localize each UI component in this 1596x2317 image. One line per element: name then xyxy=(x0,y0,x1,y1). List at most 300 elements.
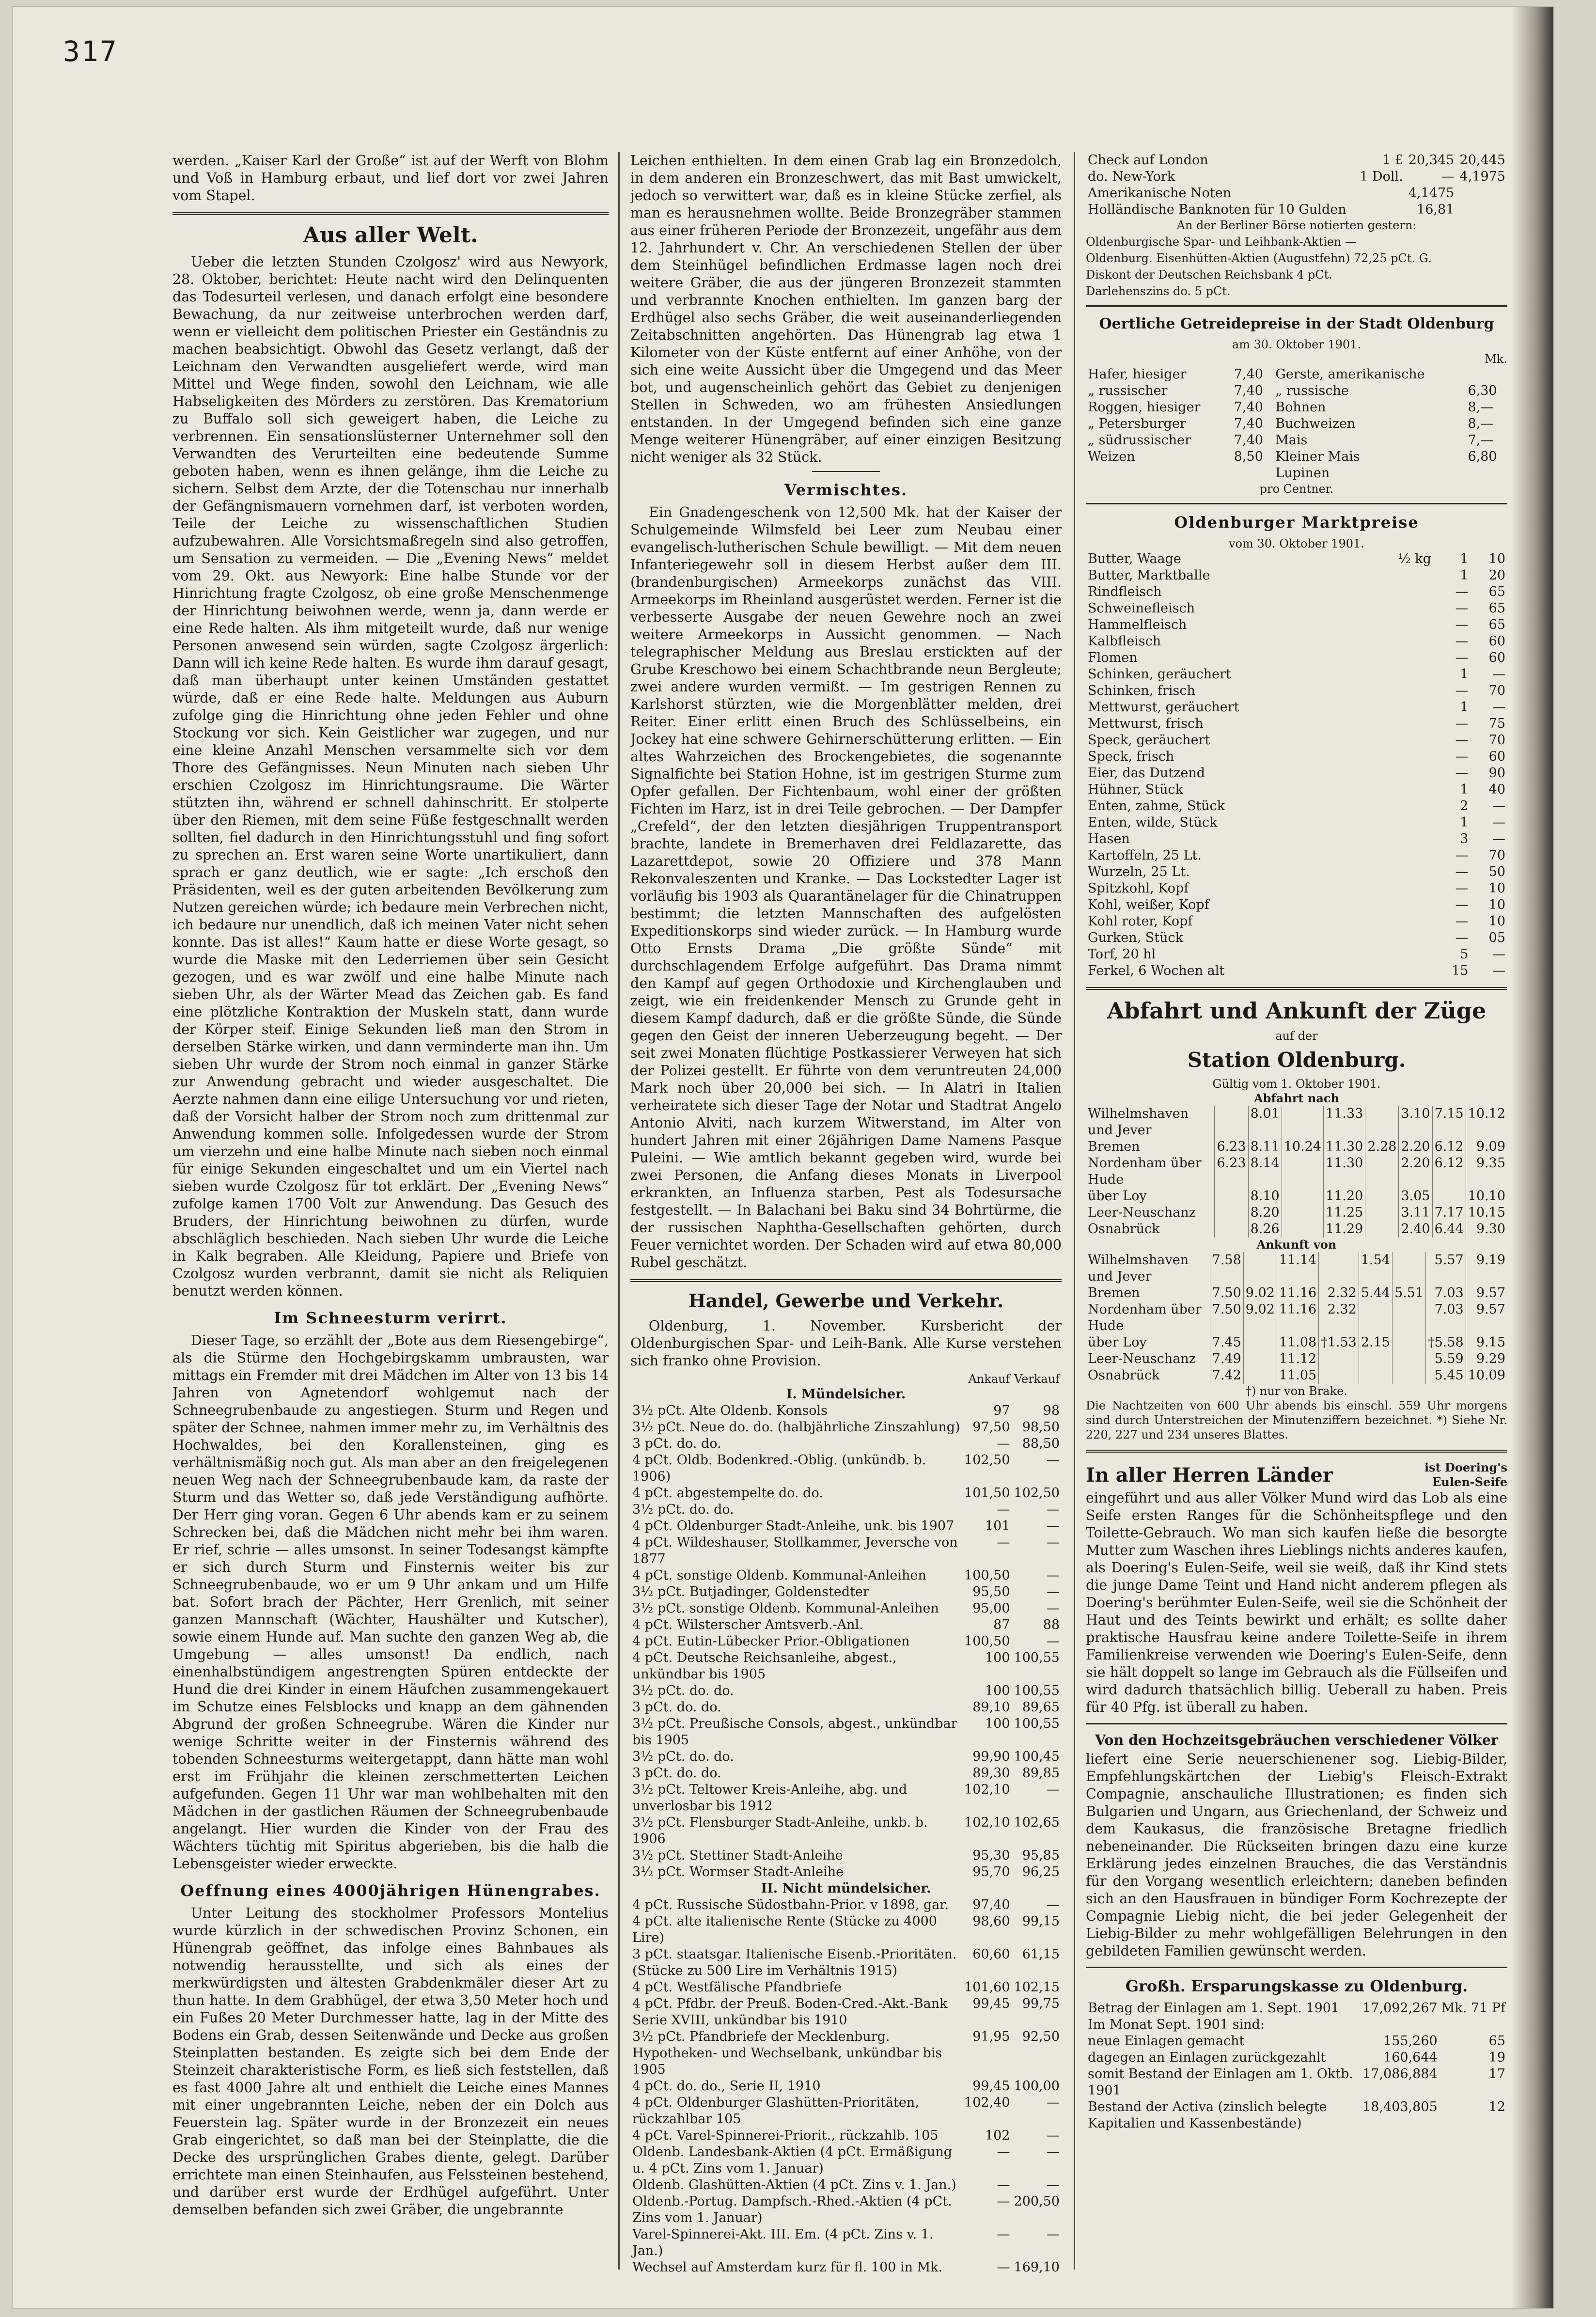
security-row-cell: 99,45 xyxy=(972,1996,1010,2011)
market-row-cell: 1 xyxy=(1460,667,1469,682)
security-row-cell: 4 pCt. Eutin-Lübecker Prior.-Obligationen xyxy=(632,1634,910,1649)
market-row-cell: Enten, zahme, Stück xyxy=(1088,798,1225,814)
market-row-cell: Butter, Marktballe xyxy=(1088,568,1210,583)
departure-row-cell xyxy=(1215,1221,1248,1237)
market-row-cell: — xyxy=(1455,930,1469,945)
market-row-cell: Enten, wilde, Stück xyxy=(1088,815,1218,830)
market-row-cell: 90 xyxy=(1488,766,1505,781)
arrival-row-cell xyxy=(1243,1367,1277,1384)
security-row-cell: 4 pCt. Deutsche Reichsanleihe, abgest., unkündbar bis 1905 xyxy=(632,1650,897,1682)
market-row-cell: — xyxy=(1492,667,1505,682)
market-row-cell xyxy=(1366,798,1433,814)
market-row xyxy=(1086,930,1507,946)
security-row-cell: 4 pCt. do. do., Serie II, 1910 xyxy=(632,2079,821,2094)
market-row-cell: Kohl roter, Kopf xyxy=(1088,914,1193,929)
exchange-table xyxy=(1086,152,1507,218)
departure-row-cell: 8.01 xyxy=(1248,1106,1282,1139)
security-row xyxy=(630,1897,1062,1913)
security-row-cell: 3½ pCt. Flensburger Stadt-Anleihe, unkb. b. 1906 xyxy=(632,1815,928,1847)
savings-row-cell: Im Monat Sept. 1901 sind: xyxy=(1088,2017,1265,2032)
security-row xyxy=(630,2177,1062,2193)
market-row-cell: 1 xyxy=(1460,568,1469,583)
security-row xyxy=(630,1683,1062,1699)
train-title: Abfahrt und Ankunft der Züge xyxy=(1107,998,1486,1024)
security-row-cell: 100 xyxy=(985,1716,1010,1731)
security-row-cell: 4 pCt. Pfdbr. der Preuß. Boden-Cred.-Akt.-Bank Serie XVIII, unkündbar bis 1910 xyxy=(632,1996,948,2028)
security-row-cell: 3½ pCt. do. do. xyxy=(632,1749,734,1764)
article-huenengrab: Unter Leitung des stockholmer Professors Montelius wurde kürzlich in der schwedischen Provinz Schonen, ein Hünengrab geöffnet, das infolge eines Bahnbaues als notwendig herausstellte, und sich als eines der merkwürdigsten und ältesten Grabdenkmäler dieser Art zu thun hatte. In dem Grabhügel, der etwa 3,50 Meter hoch und ein Fußes 20 Meter Durchmesser hatte, lag in der Mitte des Bodens ein Grab, dessen Seitenwände und Decke aus großen Steinplatten bestanden. Es zeigte sich bei dem Ende der Steinzeit charakteristische Form, es ließ sich feststellen, daß es fast 4000 Jahre alt und enthielt die Leiche eines Mannes mit einer ungebrannten Leiche, neben der ein Dolch aus Feuerstein lag. Später wurde in der Bronzezeit ein neues Grab eingerichtet, so daß man bei der Steinplatte, die die Decke des ursprünglichen Grabes diente, gelegt. Darüber errichtete man einen Steinhaufen, aus Felssteinen bestehend, und darüber erst wurde der Erdhügel aufgeführt. Unter demselben befanden sich zwei Gräber, die ungebrannte xyxy=(172,1905,609,2218)
article-huenengrab-cont: Leichen enthielten. In dem einen Grab lag ein Bronzedolch, in dem anderen ein Bronzeschwert, das mit Bast umwickelt, jedoch so verwittert war, daß es in kleine Stücke zerfiel, als man es herausnehmen wollte. Beide Bronzegräber stammen aus einer früheren Periode der Bronzezeit, ungefähr aus dem 12. Jahrhundert v. Chr. An verschiedenen Stellen der über dem Steinhügel befindlichen Erdmasse lagen noch drei weitere Gräber, die aus der jüngeren Bronzezeit stammten und verbrannte Knochen enthielten. Im ganzen barg der Erdhügel also sechs Gräber, die weit auseinanderliegenden Zeitabschnitten angehörten. Das Hünengrab lag etwa 1 Kilometer von der Küste entfernt auf einer Anhöhe, von der sich eine weite Aussicht über die Umgegend und das Meer bot, und augenscheinlich gehört das Gebiet zu denjenigen Stellen in Schweden, wo am frühesten Ansiedlungen entstanden. In der Umgegend befinden sich eine ganze Menge weiterer Hünengräber, auf einer einzigen Besitzung nicht weniger als 32 Stück. xyxy=(630,153,1062,465)
market-row xyxy=(1086,913,1507,930)
grain-row-cell: 8,— xyxy=(1468,400,1494,415)
arrival-row-cell xyxy=(1319,1367,1359,1384)
savings-row xyxy=(1086,2099,1507,2132)
security-row xyxy=(630,1502,1062,1518)
security-row xyxy=(630,1716,1062,1749)
market-row-cell: 1 xyxy=(1460,782,1469,797)
security-row xyxy=(630,1485,1062,1502)
security-row-cell: 3½ pCt. Neue do. do. (halbjährliche Zinszahlung) xyxy=(632,1420,960,1435)
arrival-row-cell: 11.16 xyxy=(1277,1301,1318,1334)
arrival-row xyxy=(1086,1351,1507,1367)
train-valid: Gültig vom 1. Oktober 1901. xyxy=(1212,1077,1381,1091)
train-sub: auf der xyxy=(1275,1029,1318,1043)
security-row-cell: — xyxy=(997,1502,1010,1517)
exchange-row-cell: 16,81 xyxy=(1417,202,1455,217)
security-row-cell: 95,30 xyxy=(972,1848,1010,1863)
departure-row-cell: 10.12 xyxy=(1466,1106,1507,1139)
security-row xyxy=(630,1946,1062,1979)
exchange-row-cell: 1 Doll. xyxy=(1360,169,1403,184)
grain-date: am 30. Oktober 1901. xyxy=(1232,338,1361,351)
arrival-row-cell xyxy=(1392,1367,1425,1384)
market-report-intro: Oldenburg, 1. November. Kursbericht der Oldenburgischen Spar- und Leih-Bank. Alle Kurse verstehen sich franko ohne Provision. xyxy=(630,1318,1062,1369)
security-row xyxy=(630,1600,1062,1617)
grain-row-cell: 7,40 xyxy=(1234,400,1263,415)
arrival-row xyxy=(1086,1367,1507,1384)
grain-row-cell xyxy=(1232,465,1274,482)
security-row xyxy=(630,1518,1062,1534)
security-row-cell: 102,65 xyxy=(1014,1815,1060,1830)
security-row-cell: 97,40 xyxy=(972,1897,1010,1912)
arrival-row-cell: 9.15 xyxy=(1466,1334,1507,1351)
security-row-cell: — xyxy=(997,1535,1010,1550)
train-note: Die Nachtzeiten von 600 Uhr abends bis einschl. 559 Uhr morgens sind durch Unterstreichen der Minutenziffern bezeichnet. *) Siehe Nr. 220, 227 und 234 unseres Blattes. xyxy=(1086,1399,1507,1441)
security-row-cell: 4 pCt. Wilsterscher Amtsverb.-Anl. xyxy=(632,1617,863,1632)
security-row-cell: 4 pCt. sonstige Oldenb. Kommunal-Anleihen xyxy=(632,1568,926,1583)
arrival-row-cell xyxy=(1243,1334,1277,1351)
grain-row-cell: Buchweizen xyxy=(1275,416,1356,431)
grain-row-cell: Bohnen xyxy=(1275,400,1326,415)
security-row-cell: — xyxy=(1047,1453,1060,1468)
market-row-cell: 1 xyxy=(1460,700,1469,715)
grain-row-cell: 7,40 xyxy=(1234,383,1263,398)
exchange-row-cell xyxy=(1356,202,1405,218)
departure-row-cell: über Loy xyxy=(1088,1189,1147,1204)
ad-header xyxy=(1086,1460,1507,1489)
security-row-cell: 91,95 xyxy=(972,2029,1010,2044)
market-row-cell xyxy=(1366,749,1433,765)
security-row xyxy=(630,1979,1062,1996)
grain-row-cell xyxy=(1466,366,1507,383)
market-date: vom 30. Oktober 1901. xyxy=(1229,537,1364,550)
exchange-row xyxy=(1086,202,1507,218)
exchange-row-cell: Amerikanische Noten xyxy=(1088,186,1232,201)
market-row-cell: Kartoffeln, 25 Lt. xyxy=(1088,848,1202,863)
group-heading: II. Nicht mündelsicher. xyxy=(761,1881,931,1896)
market-row-cell: — xyxy=(1455,634,1469,649)
column-rule xyxy=(1074,152,1075,2270)
security-row-cell: 4 pCt. Oldenburger Stadt-Anleihe, unk. bis 1907 xyxy=(632,1519,954,1534)
security-row-cell: 3½ pCt. sonstige Oldenb. Kommunal-Anleihen xyxy=(632,1601,939,1616)
grain-row xyxy=(1086,465,1507,482)
market-row-cell: 5 xyxy=(1460,947,1469,962)
market-row-cell xyxy=(1366,963,1433,979)
market-row-cell: Wurzeln, 25 Lt. xyxy=(1088,864,1190,879)
market-row xyxy=(1086,699,1507,716)
arrival-row-cell: 5.45 xyxy=(1426,1367,1466,1384)
arrival-row xyxy=(1086,1334,1507,1351)
security-row-cell: 3½ pCt. Teltower Kreis-Anleihe, abg. und unverlosbar bis 1912 xyxy=(632,1782,908,1814)
arrival-row xyxy=(1086,1285,1507,1301)
departure-row-cell: 7.17 xyxy=(1432,1205,1466,1221)
column-header: Verkauf xyxy=(1014,1372,1060,1386)
security-row-cell: 98,60 xyxy=(972,1914,1010,1929)
security-row-cell: 100 xyxy=(985,1650,1010,1665)
grain-note: pro Centner. xyxy=(1259,482,1334,496)
departure-row-cell: 10.15 xyxy=(1466,1205,1507,1221)
market-row-cell: 3 xyxy=(1460,831,1469,846)
market-row-cell: 15 xyxy=(1452,963,1469,978)
market-row-cell xyxy=(1366,897,1433,913)
security-row xyxy=(630,1534,1062,1567)
grain-row-cell: 7,40 xyxy=(1234,367,1263,382)
ad-title: In aller Herren Länder xyxy=(1086,1463,1333,1487)
security-row-cell: 95,85 xyxy=(1022,1848,1060,1863)
market-row-cell: — xyxy=(1455,683,1469,698)
security-row-cell: 3½ pCt. Stettiner Stadt-Anleihe xyxy=(632,1848,843,1863)
savings-row-cell: somit Bestand der Einlagen am 1. Oktb. 1901 xyxy=(1088,2067,1353,2098)
security-row-cell: 99,15 xyxy=(1022,1914,1060,1929)
market-row xyxy=(1086,765,1507,782)
security-row-cell: — xyxy=(997,2177,1010,2192)
divider xyxy=(1086,1723,1507,1724)
departure-label: Abfahrt nach xyxy=(1254,1091,1339,1105)
market-row-cell xyxy=(1366,600,1433,617)
grain-row-cell: Gerste, amerikanische xyxy=(1275,367,1425,382)
grain-row xyxy=(1086,416,1507,432)
market-row-cell: Flomen xyxy=(1088,650,1138,665)
security-row-cell: 169,10 xyxy=(1014,2260,1060,2275)
arrival-row-cell: 9.57 xyxy=(1466,1301,1507,1334)
savings-row-cell: Bestand der Activa (zinslich belegte Kapitalien und Kassenbestände) xyxy=(1088,2099,1327,2131)
arrival-row-cell: 5.59 xyxy=(1426,1351,1466,1367)
exchange-row xyxy=(1086,185,1507,202)
market-row xyxy=(1086,831,1507,847)
arrival-row-cell: 11.14 xyxy=(1277,1252,1318,1285)
arrival-row-cell xyxy=(1359,1301,1392,1334)
security-row xyxy=(630,1584,1062,1600)
security-row-cell: 3 pCt. do. do. xyxy=(632,1436,721,1451)
market-row xyxy=(1086,716,1507,732)
departure-row-cell: 2.20 xyxy=(1399,1139,1432,1155)
security-row-cell: 89,10 xyxy=(972,1700,1010,1715)
market-row-cell xyxy=(1366,633,1433,650)
market-row-cell: — xyxy=(1455,864,1469,879)
departure-row-cell xyxy=(1282,1188,1323,1205)
arrival-row-cell xyxy=(1359,1367,1392,1384)
security-row-cell: 200,50 xyxy=(1014,2194,1060,2209)
grain-row-cell: Weizen xyxy=(1088,449,1135,464)
departure-row-cell: Bremen xyxy=(1088,1139,1140,1154)
savings-row-cell: 19 xyxy=(1488,2050,1505,2065)
arrival-row-cell: 11.16 xyxy=(1277,1285,1318,1301)
security-row-cell: 98,50 xyxy=(1022,1420,1060,1435)
market-row xyxy=(1086,650,1507,666)
departure-row-cell xyxy=(1365,1106,1399,1139)
section-title: Handel, Gewerbe und Verkehr. xyxy=(688,1290,1004,1312)
arrival-row-cell: 2.32 xyxy=(1319,1301,1359,1334)
market-row-cell: 75 xyxy=(1488,716,1505,731)
departure-row-cell xyxy=(1282,1155,1323,1188)
grain-row xyxy=(1086,432,1507,449)
security-row-cell: — xyxy=(1047,1601,1060,1616)
grain-row-cell: 7,40 xyxy=(1234,433,1263,448)
security-row xyxy=(630,2259,1062,2276)
security-row-cell: — xyxy=(1047,1568,1060,1583)
exchange-row-cell: 4,1475 xyxy=(1408,186,1455,201)
security-row-cell: 97 xyxy=(993,1403,1010,1418)
market-row-cell: — xyxy=(1455,733,1469,748)
security-row-cell: 92,50 xyxy=(1022,2029,1060,2044)
arrival-row-cell: 2.32 xyxy=(1319,1285,1359,1301)
security-row-cell: 100,50 xyxy=(964,1634,1010,1649)
exchange-row-cell: 1 £ xyxy=(1382,153,1403,168)
market-row-cell: 70 xyxy=(1488,683,1505,698)
departure-row-cell xyxy=(1215,1188,1248,1205)
security-row-cell: 3½ pCt. Pfandbriefe der Mecklenburg. Hypotheken- und Wechselbank, unkündbar bis 1905 xyxy=(632,2029,942,2077)
market-row-cell xyxy=(1366,732,1433,749)
departure-row xyxy=(1086,1188,1507,1205)
divider xyxy=(630,1279,1062,1282)
market-row-cell: — xyxy=(1492,700,1505,715)
arrival-row-cell: Wilhelmshaven und Jever xyxy=(1088,1252,1189,1284)
market-row-cell: 65 xyxy=(1488,584,1505,599)
market-row-cell: — xyxy=(1455,617,1469,632)
continued-paragraph: werden. „Kaiser Karl der Große“ ist auf der Werft von Blohm und Voß in Hamburg erbaut, und lief dort vor zwei Jahren vom Stapel. xyxy=(172,153,609,204)
grain-unit: Mk. xyxy=(1485,352,1507,366)
departure-row-cell xyxy=(1365,1221,1399,1237)
security-row-cell: — xyxy=(997,2145,1010,2160)
security-row-cell: 61,15 xyxy=(1022,1947,1060,1962)
departure-row-cell: 8.26 xyxy=(1248,1221,1282,1237)
departure-row-cell xyxy=(1432,1188,1466,1205)
security-row-cell: 3½ pCt. Butjadinger, Goldenstedter xyxy=(632,1584,869,1599)
departure-row-cell: Wilhelmshaven und Jever xyxy=(1088,1106,1189,1138)
arrival-row-cell: 2.15 xyxy=(1359,1334,1392,1351)
market-row-cell: 10 xyxy=(1488,914,1505,929)
arrival-row-cell: 11.08 xyxy=(1277,1334,1318,1351)
security-row xyxy=(630,2144,1062,2177)
market-row-cell: — xyxy=(1455,584,1469,599)
security-row-cell: 102,10 xyxy=(964,1782,1010,1797)
market-row-cell xyxy=(1366,699,1433,716)
exchange-row-cell xyxy=(1456,185,1507,202)
market-row xyxy=(1086,551,1507,567)
exchange-row-cell: 4,1975 xyxy=(1459,169,1505,184)
grain-row xyxy=(1086,399,1507,416)
arrival-row-cell: 11.12 xyxy=(1277,1351,1318,1367)
security-row-cell: 4 pCt. abgestempelte do. do. xyxy=(632,1486,823,1501)
market-row-cell: 10 xyxy=(1488,551,1505,566)
market-row xyxy=(1086,880,1507,897)
market-row xyxy=(1086,749,1507,765)
market-row-cell xyxy=(1366,814,1433,831)
arrival-row-cell: 5.44 xyxy=(1359,1285,1392,1301)
market-row xyxy=(1086,864,1507,880)
security-row xyxy=(630,1617,1062,1633)
divider xyxy=(1086,503,1507,504)
arrival-row-cell: 11.05 xyxy=(1277,1367,1318,1384)
market-row-cell: 65 xyxy=(1488,601,1505,616)
train-station: Station Oldenburg. xyxy=(1187,1048,1406,1072)
article-schneesturm: Dieser Tage, so erzählt der „Bote aus dem Riesengebirge“, als die Stürme den Hochgebirgskamm umbrausten, war mittags ein Fremder mit drei Mädchen im Alter von 13 bis 14 Jahren von Agnetendorf wohlgemut nach der Schneegrubenbaude zu angestiegen. Sturm und Regen und später der Schnee, nahmen immer mehr zu, im Verhältnis des Hochwaldes, bei den Korallensteinen, ging es verhältnismäßig noch gut. Als man aber an den freigelegenen neuen Weg nach der Schneegrubenbaude kam, da raste der Sturm und das Wetter so, daß jede Verständigung aufhörte. Der Herr ging voran. Gegen 6 Uhr abends kam er zu seinem Schrecken bei, daß die Mädchen nicht mehr bei ihm waren. Er rief, schrie — alles umsonst. In seiner Todesangst kämpfte er sich durch Sturm und Finsternis weiter bis zur Schneegrubenbaude, wo er um 9 Uhr ankam und um Hilfe bat. Sofort brach der Pächter, Herr Grenlich, mit seiner ganzen Mannschaft (Wächter, Haushälter und Kutscher), sowie einem Hunde auf. Man suchte den ganzen Weg ab, die Umgebung — alles umsonst! Da endlich, nach einenhalbstündigem angestrengten Spüren entdeckte der Hund die drei Kinder in einem Häufchen zusammengekauert im Schutze eines Felsblocks und knapp an dem gähnenden Abgrund der großen Schneegrube. Wären die Kinder nur wenige Schritte weiter in der Finsternis während des tobenden Schneesturms weitergetappt, dann hätte man wohl erst im Frühjahr die kleinen zerschmetterten Leichen aufgefunden. Gegen 11 Uhr war man wohlbehalten mit den Mädchen in der gastlichen Räumen der Schneegrubenbaude angelangt. Hier wurden die Kinder von der Frau des Wächters tüchtig mit Spiritus abgerieben, bis die halb die Lebensgeister wieder erweckte. xyxy=(172,1332,609,1872)
security-row-cell: 100,55 xyxy=(1014,1683,1060,1698)
grain-row-cell: „ südrussischer xyxy=(1088,433,1191,448)
security-row-cell: 4 pCt. Russische Südostbahn-Prior. v 1898, gar. xyxy=(632,1897,949,1912)
security-row-cell: 3½ pCt. Alte Oldenb. Konsols xyxy=(632,1403,828,1418)
market-row-cell: 20 xyxy=(1488,568,1505,583)
arrival-row-cell: †5.58 xyxy=(1426,1334,1466,1351)
security-row xyxy=(630,1913,1062,1946)
security-row-cell: 100,50 xyxy=(964,1568,1010,1583)
security-row xyxy=(630,1436,1062,1452)
security-row xyxy=(630,1699,1062,1716)
security-row-cell: 4 pCt. Oldb. Bodenkred.-Oblig. (unkündb. b. 1906) xyxy=(632,1453,926,1484)
arrival-row-cell: 9.19 xyxy=(1466,1252,1507,1285)
market-row xyxy=(1086,567,1507,584)
exchange-row-cell: 20,445 xyxy=(1459,153,1505,168)
exchange-row-cell: 20,345 xyxy=(1408,153,1455,168)
market-row-cell xyxy=(1366,765,1433,782)
security-row-cell: Oldenb. Landesbank-Aktien (4 pCt. Ermäßigung u. 4 pCt. Zins vom 1. Januar) xyxy=(632,2145,953,2176)
security-row-cell: 60,60 xyxy=(972,1947,1010,1962)
security-row-cell: Varel-Spinnerei-Akt. III. Em. (4 pCt. Zins v. 1. Jan.) xyxy=(632,2227,934,2258)
departure-row-cell xyxy=(1215,1106,1248,1139)
security-row-cell: — xyxy=(997,1436,1010,1451)
exchange-note: Darlehenszins do. 5 pCt. xyxy=(1086,284,1231,298)
exchange-note: Oldenburgische Spar- und Leihbank-Aktien — xyxy=(1086,235,1357,249)
security-row-cell: 4 pCt. Oldenburger Glashütten-Prioritäten, rückzahlbar 105 xyxy=(632,2095,919,2127)
arrival-row-cell: 9.57 xyxy=(1466,1285,1507,1301)
arrival-row-cell xyxy=(1319,1252,1359,1285)
security-row-cell: — xyxy=(1047,1782,1060,1797)
security-row-cell: — xyxy=(997,2194,1010,2209)
departure-row-cell: 2.20 xyxy=(1399,1155,1432,1188)
grain-row-cell: „ Petersburger xyxy=(1088,416,1186,431)
departure-table xyxy=(1086,1106,1507,1237)
arrival-table xyxy=(1086,1252,1507,1384)
security-row-cell: — xyxy=(1047,1502,1060,1517)
liebig-text: liefert eine Serie neuerschienener sog. Liebig-Bilder, Empfehlungskärtchen der Liebig's Fleisch-Extrakt Compagnie, anschauliche Illustrationen; es finden sich Bulgarien und Ungarn, aus Griechenland, der Schweiz und dem Kaukasus, die französische Bretagne friedlich nebeneinander. Die Rückseiten bringen dazu eine kurze Erklärung jedes einzelnen Brauches, die das Verständnis für den Vorgang wesentlich erleichtern; daneben befinden sich an den Hausfrauen in bündiger Form Kochrezepte der Compagnie Liebig nicht, die bei jeder Gelegenheit der Liebig-Bilder zu mehr wohlgefälligen Belehrungen in den gebildeten Familien gewünscht werden. xyxy=(1086,1751,1507,1959)
market-row-cell xyxy=(1366,650,1433,666)
departure-row-cell: 2.28 xyxy=(1365,1139,1399,1155)
security-row-cell: 102,15 xyxy=(1014,1980,1060,1995)
market-row-cell: — xyxy=(1455,601,1469,616)
grain-row-cell xyxy=(1086,465,1232,482)
savings-row xyxy=(1086,2050,1507,2066)
market-row-cell: — xyxy=(1492,947,1505,962)
arrival-row-cell: 9.29 xyxy=(1466,1351,1507,1367)
market-row-cell xyxy=(1366,716,1433,732)
market-row-cell: — xyxy=(1455,897,1469,912)
market-row-cell: Schinken, frisch xyxy=(1088,683,1195,698)
security-row-cell: 100,55 xyxy=(1014,1716,1060,1731)
market-row xyxy=(1086,946,1507,963)
market-row-cell: Schinken, geräuchert xyxy=(1088,667,1231,682)
savings-row-cell: 155,260 xyxy=(1383,2034,1438,2049)
savings-row xyxy=(1086,2000,1507,2017)
security-row-cell: 3½ pCt. Preußische Consols, abgest., unkündbar bis 1905 xyxy=(632,1716,957,1748)
article-heading: Oeffnung eines 4000jährigen Hünengrabes. xyxy=(180,1881,601,1900)
security-row-cell: 100,00 xyxy=(1014,2079,1060,2094)
market-row-cell: — xyxy=(1455,881,1469,896)
grain-row-cell: Mais xyxy=(1275,433,1308,448)
security-row-cell: 100,55 xyxy=(1014,1650,1060,1665)
market-row-cell: 70 xyxy=(1488,848,1505,863)
market-row-cell: Hasen xyxy=(1088,831,1130,846)
grain-row xyxy=(1086,449,1507,465)
article-vermischtes: Ein Gnadengeschenk von 12,500 Mk. hat der Kaiser der Schulgemeinde Wilmsfeld bei Leer zum Neubau einer evangelisch-lutherischen Schule bewilligt. — Mit dem neuen Infanteriegewehr soll in diesem Herbst außer dem III. (brandenburgischen) Armeekorps zunächst das VIII. Armeekorps im Rheinland ausgerüstet werden. Ferner ist die verbesserte Ausgabe der neuen Gewehre noch an zwei weitere Armeekorps in Aussicht genommen. — Nach telegraphischer Meldung aus Breslau erstickten auf der Grube Kreschowo bei einem Schachtbrande neun Bergleute; zwei andere wurden vermißt. — Im gestrigen Rennen zu Karlshorst stürzten, wie die Morgenblätter melden, drei Reiter. Einer erlitt einen Bruch des Schlüsselbeins, ein Jockey hat eine schwere Gehirnerschütterung erlitten. — Ein altes Wahrzeichen des Brockengebietes, die sogenannte Signalfichte bei Station Hohne, ist im gestrigen Sturme zum Opfer gefallen. Der Fichtenbaum, wohl einer der größten Fichten im Harz, ist in drei Teile gebrochen. — Der Dampfer „Crefeld“, der den letzten diesjährigen Truppentransport brachte, landete in Bremerhaven drei Feldlazarette, das Lazarettdepot, sowie 20 Offiziere und 378 Mann Rekonvaleszenten und Kranke. — Das Lockstedter Lager ist vorläufig bis 1903 als Quarantänelager für die Chinatruppen bestimmt; die letzten Mannschaften des aufgelösten Expeditionskorps sind wieder zurück. — In Hamburg wurde Otto Ernsts Drama „Die größte Sünde“ mit durchschlagendem Erfolge aufgeführt. Das Drama nimmt den Kampf auf gegen Orthodoxie und Kirchenglauben und zeigt, wie ein freidenkender Mensch zu Grunde geht in diesem Kampf dadurch, daß er die größte Sünde, die Sünde gegen den Geist der inneren Ueberzeugung begeht. — Der seit zwei Monaten flüchtige Postkassierer Verweyen hat sich der Polizei gestellt. Er führte von dem veruntreuten 24,000 Mark noch über 20,000 bei sich. — In Alatri in Italien verheiratete sich dieser Tage der Notar und Stadtrat Angelo Antonio Alviti, nach kurzem Witwerstand, im Alter von hundert Jahren mit einer 26jährigen Dame Namens Pasque Puleini. — Wie amtlich bekannt gegeben wird, wurde bei zwei Personen, die Anfang dieses Monats in Liverpool erkrankten, an Influenza starben, Pest als Todesursache festgestellt. — In Balachani bei Baku sind 34 Bohrtürme, die der russischen Naphtha-Gesellschaften gehörten, durch Feuer vernichtet worden. Der Schaden wird auf etwa 80,000 Rubel geschätzt. xyxy=(630,504,1062,1270)
arrival-row-cell: Nordenham über Hude xyxy=(1088,1302,1202,1333)
departure-row-cell: 9.09 xyxy=(1466,1139,1507,1155)
arrival-row-cell xyxy=(1392,1301,1425,1334)
security-row-cell: — xyxy=(1047,2145,1060,2160)
market-row-cell: Kohl, weißer, Kopf xyxy=(1088,897,1209,912)
departure-row-cell: 8.10 xyxy=(1248,1188,1282,1205)
exchange-row-cell: Holländische Banknoten für 10 Gulden xyxy=(1088,202,1346,217)
security-row-cell: Wechsel auf Amsterdam kurz für fl. 100 in Mk. xyxy=(632,2260,943,2275)
market-row xyxy=(1086,897,1507,913)
grain-row-cell: 7,— xyxy=(1468,433,1494,448)
market-row-cell: Gurken, Stück xyxy=(1088,930,1183,945)
security-row-cell: 3½ pCt. do. do. xyxy=(632,1502,734,1517)
security-row-cell: 99,75 xyxy=(1022,1996,1060,2011)
market-row-cell xyxy=(1366,864,1433,880)
grain-row-cell: Kleiner Mais xyxy=(1275,449,1360,464)
section-title: Aus aller Welt. xyxy=(303,223,478,248)
market-row-cell: 2 xyxy=(1460,798,1469,814)
departure-row xyxy=(1086,1205,1507,1221)
savings-row-cell: Mk. 71 Pf xyxy=(1441,2001,1505,2016)
market-row-cell: Spitzkohl, Kopf xyxy=(1088,881,1189,896)
savings-row xyxy=(1086,2066,1507,2099)
departure-row xyxy=(1086,1221,1507,1237)
divider xyxy=(812,471,880,472)
security-row-cell: 87 xyxy=(993,1617,1010,1632)
savings-row-cell: 17,086,884 xyxy=(1362,2067,1438,2082)
market-row-cell: — xyxy=(1455,766,1469,781)
security-row-cell: 3 pCt. staatsgar. Italienische Eisenb.-Prioritäten. (Stücke zu 500 Lire im Verhältnis 1915) xyxy=(632,1947,957,1978)
market-row-cell: Ferkel, 6 Wochen alt xyxy=(1088,963,1225,978)
market-row-cell xyxy=(1366,930,1433,946)
arrival-row-cell: 9.02 xyxy=(1243,1285,1277,1301)
security-row xyxy=(630,1847,1062,1864)
market-row-cell: — xyxy=(1492,963,1505,978)
security-row-cell: — xyxy=(997,2227,1010,2242)
column-right xyxy=(1086,152,1507,2303)
security-row-cell: 3½ pCt. do. do. xyxy=(632,1683,734,1698)
